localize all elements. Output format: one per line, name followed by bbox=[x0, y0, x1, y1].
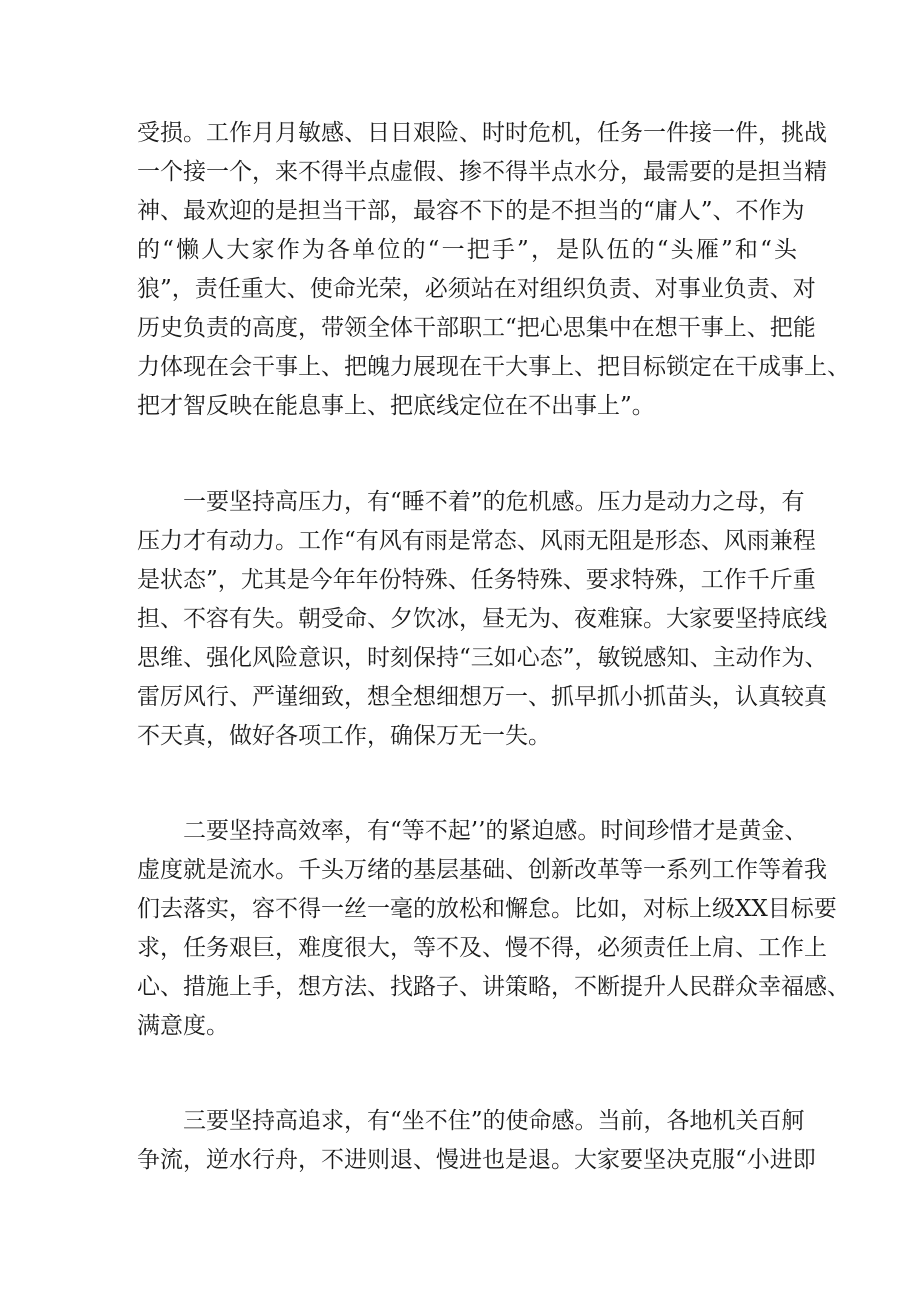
text-line: 神、最欢迎的是担当干部，最容不下的是不担当的“庸人”、不作为 bbox=[137, 198, 805, 224]
text-line: 的“懒人大家作为各单位的“一把手”，是队伍的“头雁”和“头 bbox=[137, 237, 797, 263]
text-line: 历史负责的高度，带领全体干部职工“把心思集中在想干事上、把能 bbox=[137, 315, 816, 341]
text-line: 力体现在会干事上、把魄力展现在干大事上、把目标锁定在干成事上、 bbox=[137, 354, 850, 380]
text-line: 压力才有动力。工作“有风有雨是常态、风雨无阻是形态、风雨兼程 bbox=[137, 528, 816, 554]
text-line: 争流，逆水行舟，不进则退、慢进也是退。大家要坚决克服“小进即 bbox=[137, 1147, 816, 1173]
text-line: 雷厉风行、严谨细致，想全想细想万一、抓早抓小抓苗头，认真较真 bbox=[137, 684, 827, 710]
text-line: 一要坚持高压力，有“睡不着”的危机感。压力是动力之母，有 bbox=[183, 489, 805, 515]
text-line: 们去落实，容不得一丝一毫的放松和懈怠。比如，对标上级XX目标要 bbox=[137, 896, 837, 922]
text-line: 虚度就是流水。千头万绪的基层基础、创新改革等一系列工作等着我 bbox=[137, 857, 827, 883]
text-line: 担、不容有失。朝受命、夕饮冰，昼无为、夜难寐。大家要坚持底线 bbox=[137, 606, 827, 632]
text-line: 一个接一个，来不得半点虚假、掺不得半点水分，最需要的是担当精 bbox=[137, 159, 827, 185]
paragraph-1 bbox=[137, 114, 850, 426]
text-line: 不天真，做好各项工作，确保万无一失。 bbox=[137, 723, 551, 749]
text-line: 心、措施上手，想方法、找路子、讲策略，不断提升人民群众幸福感、 bbox=[137, 974, 850, 1000]
text-line: 三要坚持高追求，有“坐不住”的使命感。当前，各地机关百舸 bbox=[183, 1108, 805, 1134]
text-line: 狼”，责任重大、使命光荣，必须站在对组织负责、对事业负责、对 bbox=[137, 276, 816, 302]
text-line: 满意度。 bbox=[137, 1013, 229, 1039]
paragraph-2 bbox=[137, 483, 828, 756]
paragraph-4 bbox=[137, 1102, 816, 1180]
paragraph-3 bbox=[137, 812, 850, 1046]
text-line: 求，任务艰巨，难度很大，等不及、慢不得，必须责任上肩、工作上 bbox=[137, 935, 827, 961]
text-line: 是状态”，尤其是今年年份特殊、任务特殊、要求特殊，工作千斤重 bbox=[137, 567, 816, 593]
text-line: 思维、强化风险意识，时刻保持“三如心态”，敏锐感知、主动作为、 bbox=[137, 645, 828, 671]
text-line: 受损。工作月月敏感、日日艰险、时时危机，任务一件接一件，挑战 bbox=[137, 120, 827, 146]
text-line: 二要坚持高效率，有“等不起’’的紧迫感。时间珍惜才是黄金、 bbox=[183, 818, 808, 844]
text-line: 把才智反映在能息事上、把底线定位在不出事上”。 bbox=[137, 393, 655, 419]
